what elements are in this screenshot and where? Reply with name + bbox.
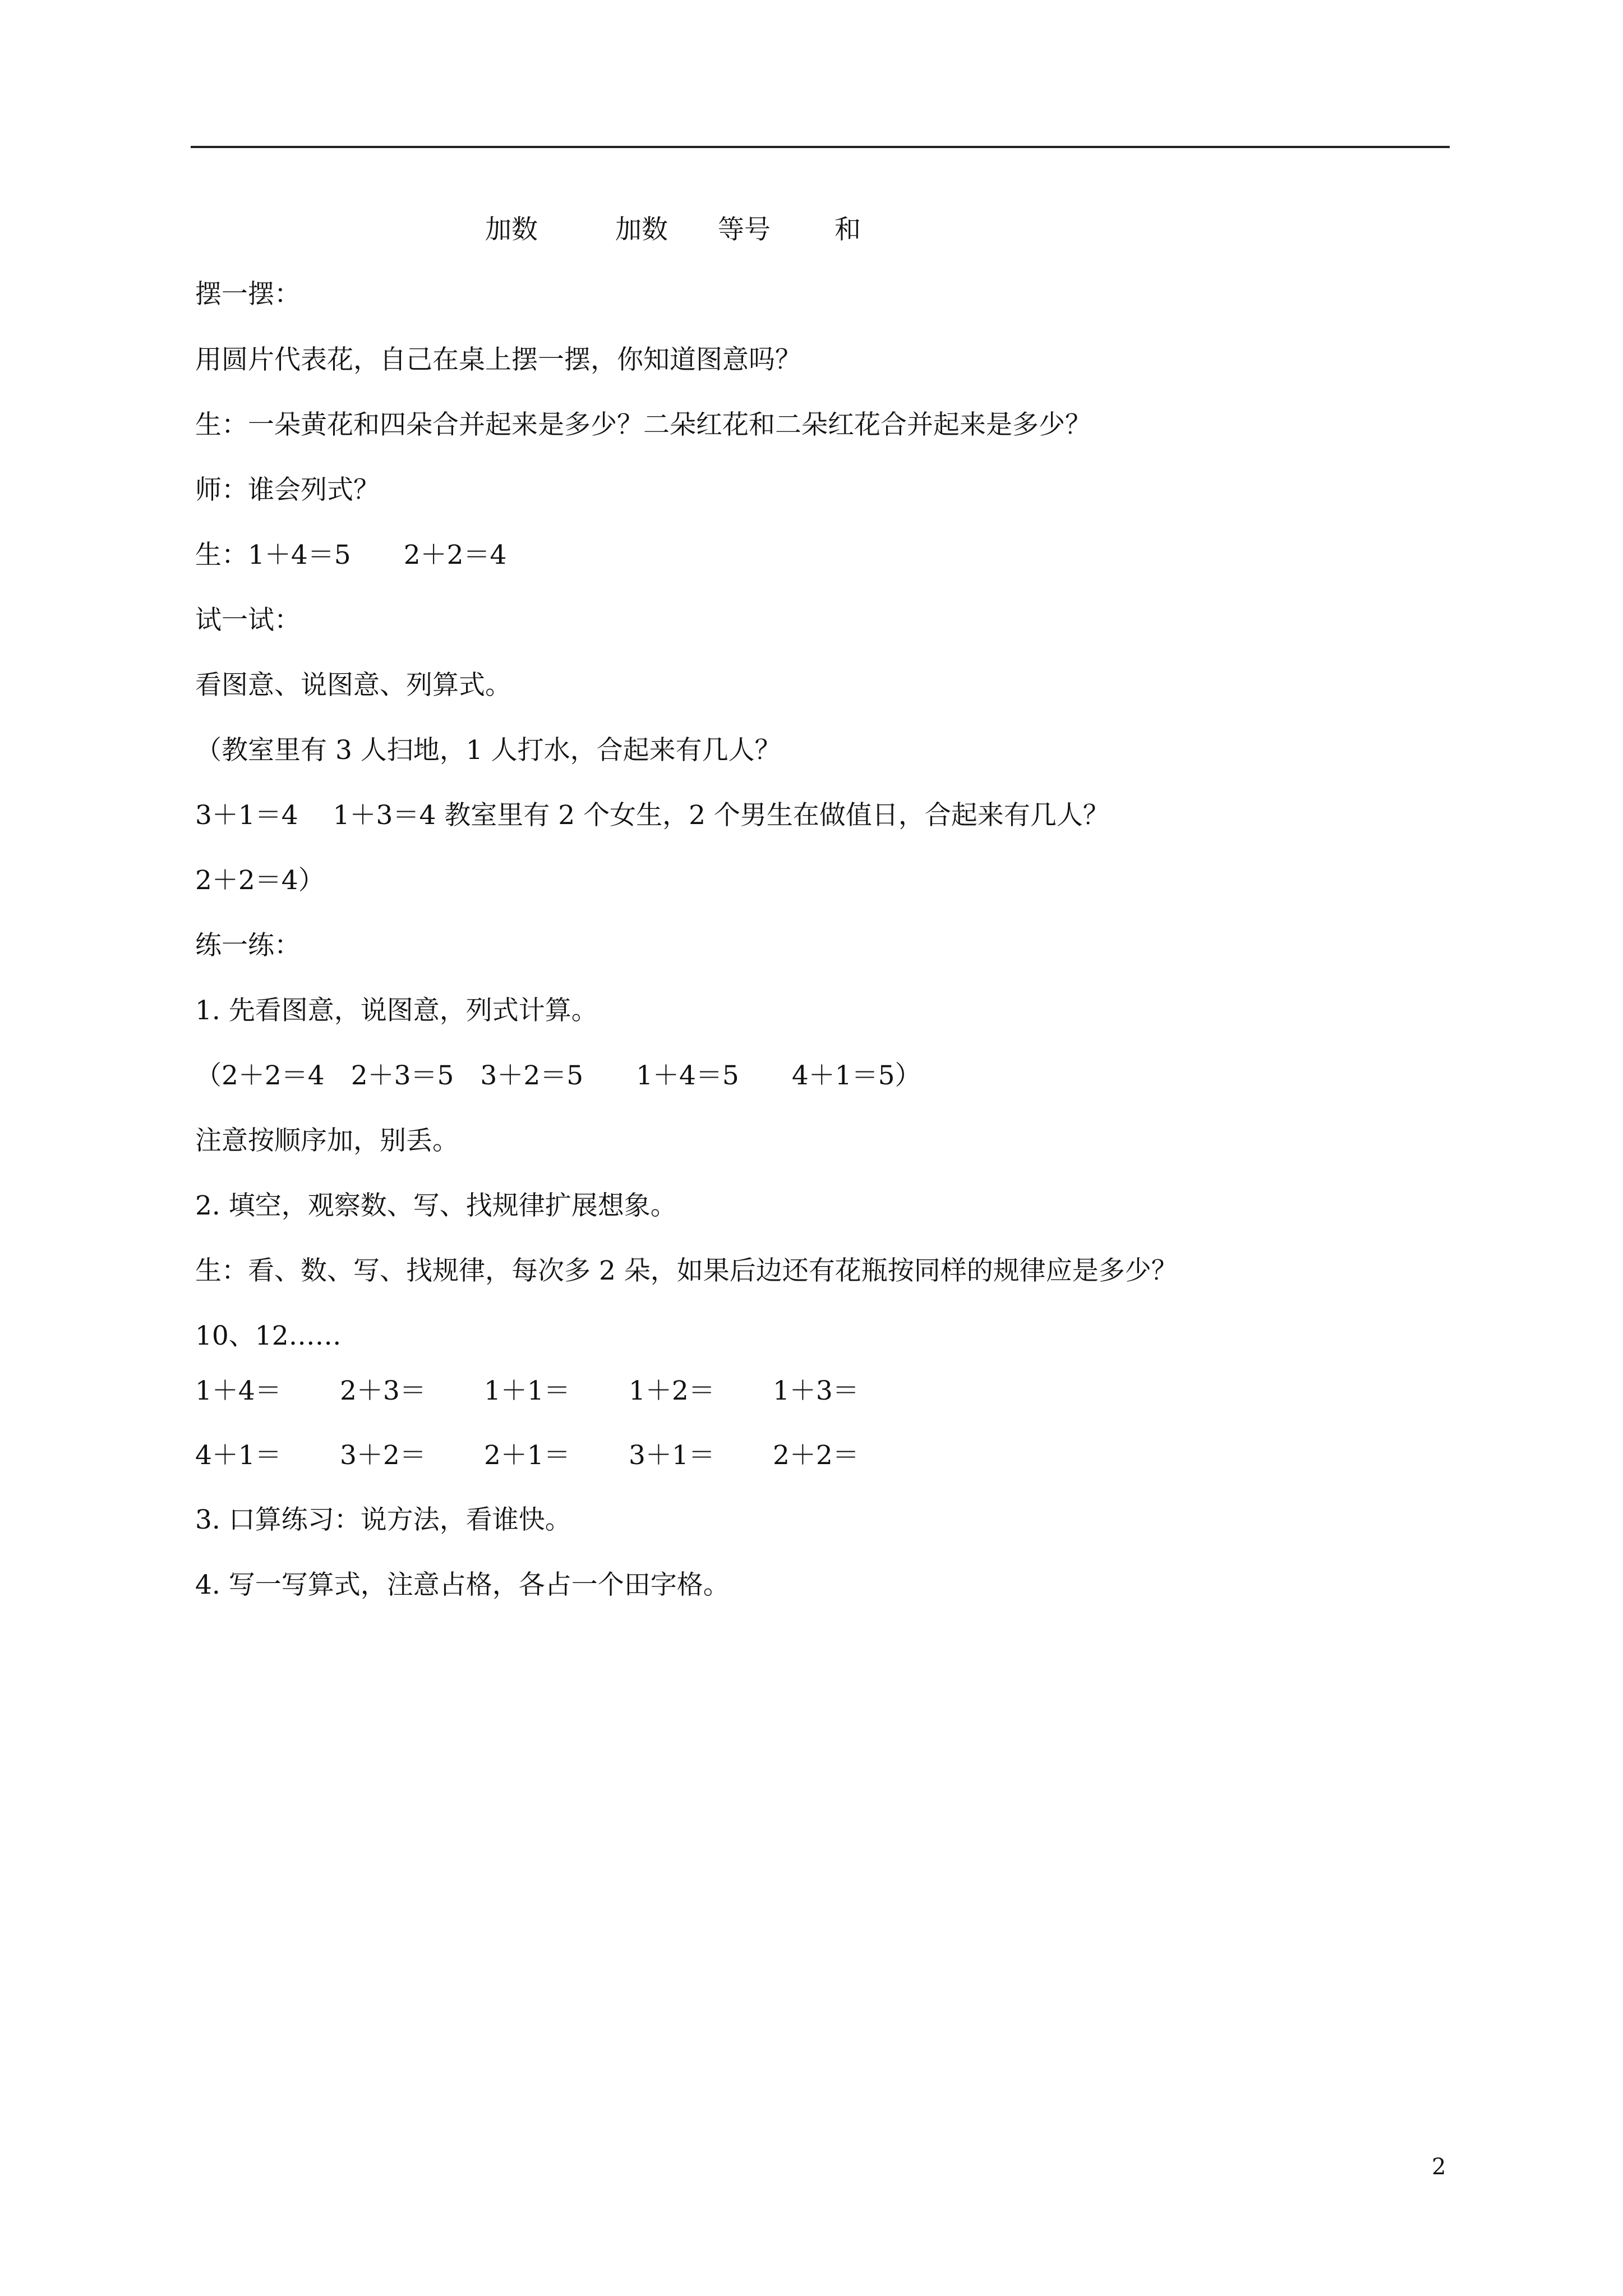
- text-line: 看图意、说图意、列算式。: [195, 670, 511, 701]
- term-sum: 和: [834, 214, 861, 245]
- exercise-item: 2＋2＝: [773, 1440, 859, 1471]
- exercise-item: 1＋1＝: [484, 1375, 570, 1406]
- exercise-item: 2＋1＝: [484, 1440, 570, 1471]
- text-line: 2. 填空，观察数、写、找规律扩展想象。: [195, 1190, 677, 1221]
- section-heading-practice: 练一练：: [195, 930, 301, 961]
- page-number: 2: [1432, 2154, 1446, 2180]
- exercise-item: 3＋2＝: [340, 1440, 426, 1471]
- section-heading-try: 试一试：: [195, 605, 301, 636]
- text-line: 3＋1＝4 1＋3＝4 教室里有 2 个女生，2 个男生在做值日，合起来有几人？: [195, 800, 1109, 831]
- text-line: 3. 口算练习：说方法，看谁快。: [195, 1504, 571, 1535]
- text-line: 生：看、数、写、找规律，每次多 2 朵，如果后边还有花瓶按同样的规律应是多少？: [195, 1255, 1178, 1286]
- exercise-item: 4＋1＝: [195, 1440, 282, 1471]
- exercise-item: 1＋2＝: [629, 1375, 715, 1406]
- text-line: 师：谁会列式？: [195, 475, 380, 505]
- text-line: 注意按顺序加，别丢。: [195, 1125, 459, 1156]
- exercise-item: 1＋4＝: [195, 1375, 282, 1406]
- term-addend-2: 加数: [615, 214, 668, 245]
- exercise-item: 2＋3＝: [340, 1375, 426, 1406]
- text-line: 1. 先看图意，说图意，列式计算。: [195, 995, 598, 1026]
- text-line: 生：1＋4＝5 2＋2＝4: [195, 540, 507, 570]
- text-line: 10、12……: [195, 1320, 342, 1351]
- text-line: 用圆片代表花，自己在桌上摆一摆，你知道图意吗？: [195, 344, 801, 375]
- exercise-item: 1＋3＝: [773, 1375, 859, 1406]
- text-line: 4. 写一写算式，注意占格，各占一个田字格。: [195, 1570, 730, 1600]
- text-line: 生：一朵黄花和四朵合并起来是多少？二朵红花和二朵红花合并起来是多少？: [195, 409, 1091, 440]
- text-line: （2＋2＝4 2＋3＝5 3＋2＝5 1＋4＝5 4＋1＝5）: [195, 1060, 921, 1091]
- term-equals: 等号: [718, 214, 771, 245]
- exercise-item: 3＋1＝: [629, 1440, 715, 1471]
- text-line: 2＋2＝4）: [195, 865, 325, 896]
- header-rule: [191, 146, 1450, 148]
- term-addend-1: 加数: [485, 214, 538, 245]
- section-heading-arrange: 摆一摆：: [195, 279, 301, 310]
- text-line: （教室里有 3 人扫地，1 人打水，合起来有几人？: [195, 735, 781, 766]
